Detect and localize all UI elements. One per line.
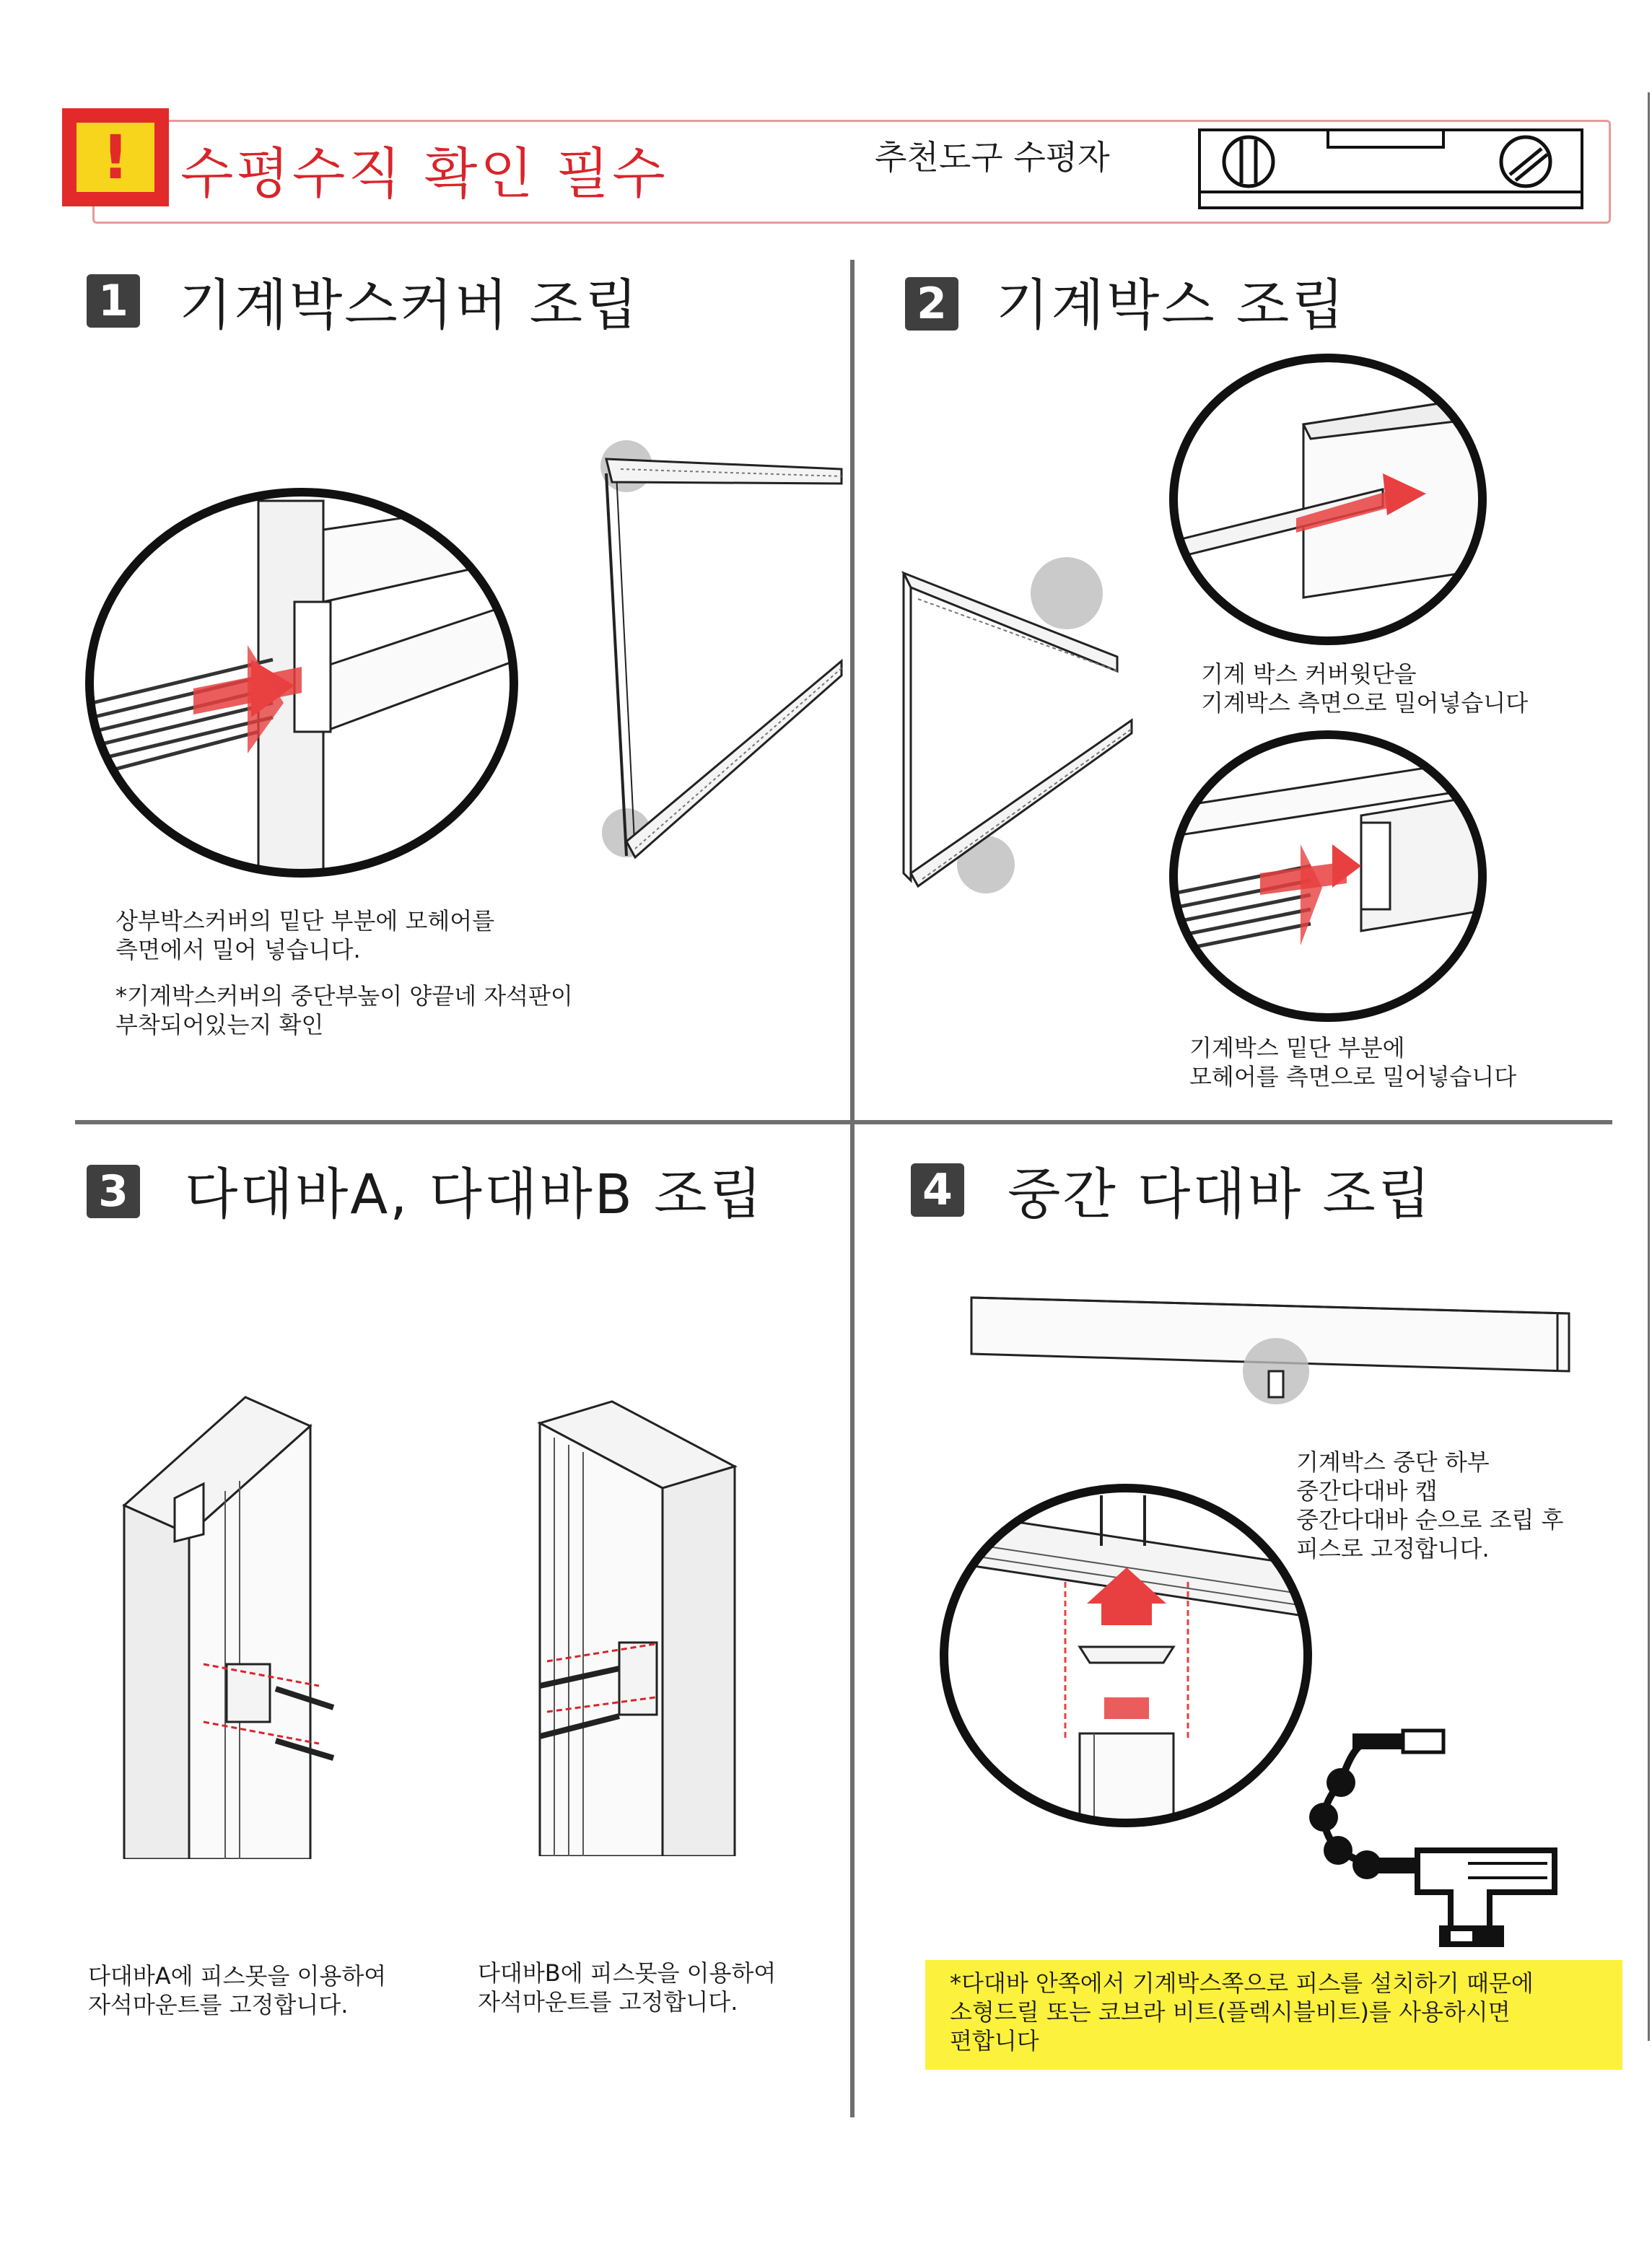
drill-icon [1309, 1716, 1562, 1950]
step-2-title: 기계박스 조립 [996, 273, 1347, 337]
step-1-caption-a: 상부박스커버의 밑단 부분에 모헤어를 측면에서 밀어 넣습니다. [115, 907, 495, 963]
step-4-detail-illustration [935, 1481, 1318, 1834]
step-4-note: *다대바 안쪽에서 기계박스쪽으로 피스를 설치하기 때문에 소형드릴 또는 코브라 비트(플렉시블비트)를 사용하시면 편합니다 [925, 1960, 1622, 2070]
exclamation-icon: ! [77, 123, 154, 192]
step-3-caption-b: 다대바B에 피스못을 이용하여 자석마운트를 고정합니다. [478, 1959, 777, 2016]
step-3-bar-b-illustration [525, 1394, 742, 1856]
step-2-bottom-detail [1166, 729, 1491, 1025]
recommended-tool-label: 추천도구 수평자 [875, 138, 1110, 177]
vertical-divider [850, 260, 855, 2117]
step-2-box-illustration [901, 556, 1161, 895]
step-4-box-illustration [967, 1285, 1573, 1414]
right-edge-line [1648, 92, 1650, 2041]
step-1-detail-illustration [85, 486, 525, 891]
step-4-caption: 기계박스 중단 하부 중간다대바 캡 중간다대바 순으로 조립 후 피스로 고정합니다. [1296, 1448, 1564, 1562]
horizontal-divider [75, 1120, 1612, 1124]
step-1-caption-b: *기계박스커버의 중단부높이 양끝네 자석판이 부착되어있는지 확인 [115, 982, 573, 1038]
step-2-caption-b: 기계박스 밑단 부분에 모헤어를 측면으로 밀어넣습니다 [1189, 1034, 1517, 1090]
step-3-badge: 3 [87, 1165, 140, 1218]
step-2-badge: 2 [905, 277, 958, 331]
step-1-cover-illustration [592, 437, 844, 870]
step-1-badge: 1 [87, 274, 140, 328]
warning-badge [62, 108, 169, 206]
step-4-title: 중간 다대바 조립 [1008, 1162, 1433, 1226]
step-4-badge: 4 [911, 1163, 964, 1217]
step-3-caption-a: 다대바A에 피스못을 이용하여 자석마운트를 고정합니다. [88, 1962, 387, 2019]
step-3-title: 다대바A, 다대바B 조립 [185, 1162, 764, 1226]
page-title: 수평수직 확인 필수 [180, 141, 668, 206]
step-3-bar-a-illustration [117, 1390, 348, 1859]
step-2-caption-a: 기계 박스 커버윗단을 기계박스 측면으로 밀어넣습니다 [1201, 660, 1529, 717]
step-2-top-detail [1166, 352, 1491, 648]
spirit-level-icon [1198, 128, 1583, 211]
step-1-title: 기계박스커버 조립 [179, 273, 640, 337]
